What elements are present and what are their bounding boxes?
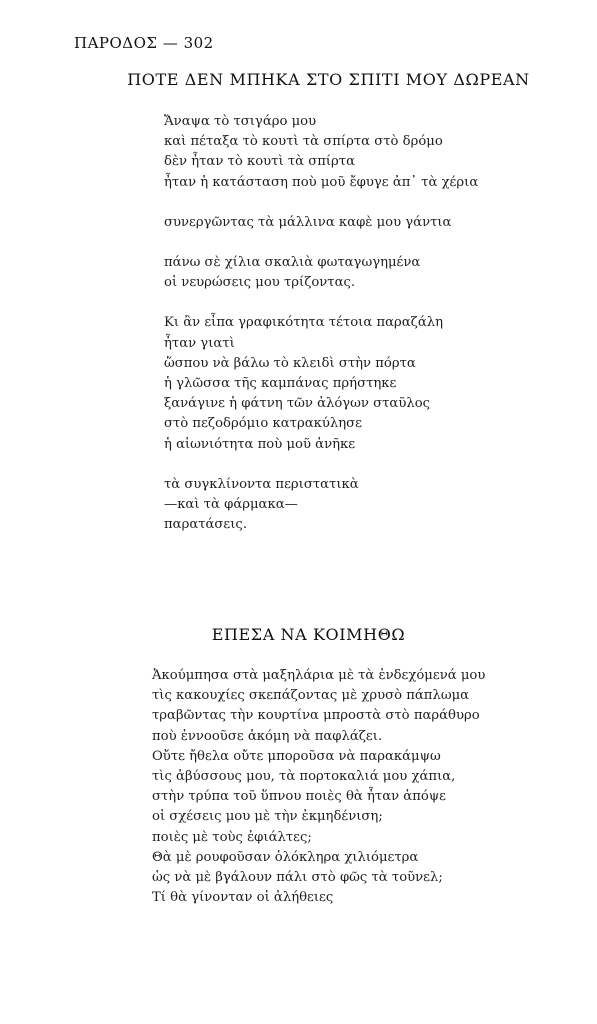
stanza	[164, 475, 478, 536]
poem-line: τὶς κακουχίες σκεπάζοντας μὲ χρυσὸ πάπλωμα	[152, 688, 470, 704]
poem-line: —καὶ τὰ φάρμακα—	[164, 497, 298, 513]
poem-line: Οὔτε ἤθελα οὔτε μποροῦσα νὰ παρακάμψω	[152, 748, 441, 764]
poem-line: καὶ πέταξα τὸ κουτὶ τὰ σπίρτα στὸ δρόμο	[164, 134, 443, 150]
poem-title: ΠΟΤΕ ΔΕΝ ΜΠΗΚΑ ΣΤΟ ΣΠΙΤΙ ΜΟΥ ΔΩΡΕΑΝ	[127, 70, 530, 89]
poem-line: ποιὲς μὲ τοὺς ἐφιάλτες;	[152, 829, 312, 845]
stanza	[164, 213, 478, 233]
poem-line: δὲν ἦταν τὸ κουτὶ τὰ σπίρτα	[164, 154, 356, 170]
poem-line: οἱ νευρώσεις μου τρίζοντας.	[164, 275, 356, 291]
poem-line: στὸ πεζοδρόμιο κατρακύλησε	[164, 416, 362, 432]
poem-line: οἱ σχέσεις μου μὲ τὴν ἐκμηδένιση;	[152, 809, 383, 825]
poem-line: τραβῶντας τὴν κουρτίνα μπροστὰ στὸ παράθυρο	[152, 708, 480, 724]
poem-body	[152, 666, 485, 908]
poem-line: ἡ γλῶσσα τῆς καμπάνας πρήστηκε	[164, 376, 397, 392]
stanza	[164, 112, 478, 193]
poem-line: Θὰ μὲ ρουφοῦσαν ὁλόκληρα χιλιόμετρα	[152, 849, 419, 865]
stanza	[152, 666, 485, 908]
poem-line: παρατάσεις.	[164, 517, 248, 533]
poem-line: ἦταν ἡ κατάσταση ποὺ μοῦ ἔφυγε ἀπ᾽ τὰ χέρια	[164, 174, 479, 190]
stanza	[164, 253, 478, 293]
poem-line: ποὺ ἐννοοῦσε ἀκόμη νὰ παφλάζει.	[152, 728, 383, 744]
poem-line: ἡ αἰωνιότητα ποὺ μοῦ ἀνῆκε	[164, 436, 356, 452]
poem-line: Κι ἂν εἶπα γραφικότητα τέτοια παραζάλη	[164, 315, 443, 331]
poem-line: ξανάγινε ἡ φάτνη τῶν ἀλόγων σταῦλος	[164, 396, 431, 412]
poem-line: Ἄναψα τὸ τσιγάρο μου	[164, 114, 317, 129]
stanza	[164, 313, 478, 454]
page-header: ΠΑΡΟΔΟΣ — 302	[74, 34, 214, 52]
poem-line: τὰ συγκλίνοντα περιστατικὰ	[164, 476, 359, 492]
poem-line: Ἀκούμπησα στὰ μαξηλάρια μὲ τὰ ἐνδεχόμενά μου	[152, 668, 486, 683]
poem-line: ὥσπου νὰ βάλω τὸ κλειδὶ στὴν πόρτα	[164, 355, 416, 371]
poem-line: στὴν τρύπα τοῦ ὕπνου ποιὲς θὰ ἦταν ἀπόψε	[152, 789, 446, 805]
poem-line: ἦταν γιατὶ	[164, 335, 235, 351]
poem-line: Τί θὰ γίνονταν οἱ ἀλήθειες	[152, 890, 334, 906]
poem-line: συνεργῶντας τὰ μάλλινα καφὲ μου γάντια	[164, 214, 452, 230]
poem-line: ὡς νὰ μὲ βγάλουν πάλι στὸ φῶς τὰ τοῦνελ;	[152, 870, 443, 886]
poem-title: ΕΠΕΣΑ ΝΑ ΚΟΙΜΗΘΩ	[211, 625, 406, 644]
poem-body	[164, 112, 478, 535]
poem-line: τὶς ἀβύσσους μου, τὰ πορτοκαλιά μου χάπια,	[152, 769, 456, 785]
poem-line: πάνω σὲ χίλια σκαλιὰ φωταγωγημένα	[164, 255, 421, 271]
